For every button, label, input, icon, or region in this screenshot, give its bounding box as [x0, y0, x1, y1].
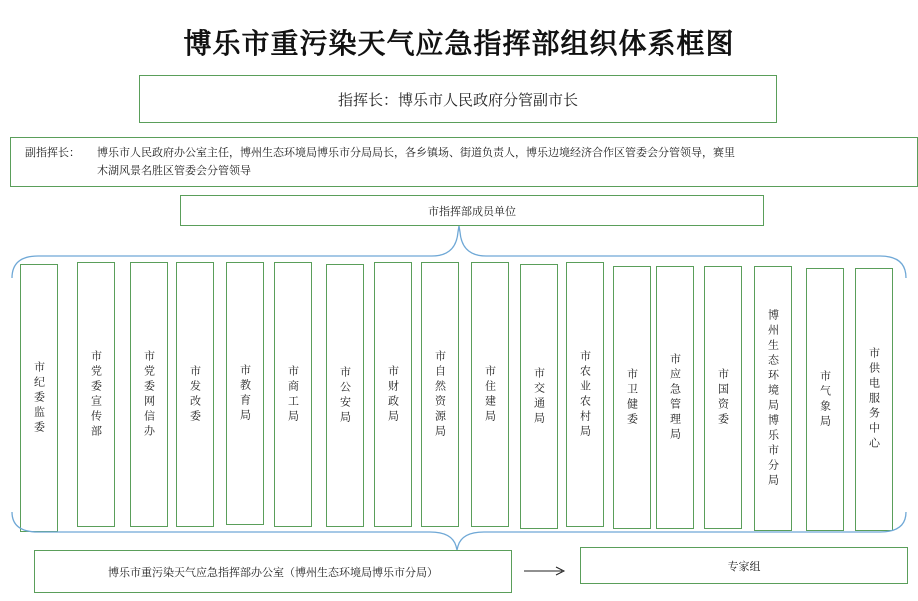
expert-group-text: 专家组 — [727, 559, 761, 573]
unit-box-commerce-industry — [274, 262, 312, 527]
unit-box-housing-construction — [471, 262, 509, 527]
unit-label: 市财政局 — [386, 364, 400, 425]
unit-box-meteorology — [806, 268, 844, 531]
unit-label: 市气象局 — [818, 369, 832, 430]
unit-box-natural-resources — [421, 262, 459, 527]
diagram-title: 博乐市重污染天气应急指挥部组织体系框图 — [183, 27, 735, 60]
expert-group-box — [580, 547, 908, 584]
unit-box-development-reform — [176, 262, 214, 527]
unit-label: 市应急管理局 — [668, 352, 682, 443]
deputy-line-1 — [25, 144, 909, 162]
unit-label: 市公安局 — [338, 365, 352, 426]
unit-box-public-security — [326, 264, 364, 527]
member-units-title: 市指挥部成员单位 — [428, 204, 516, 218]
unit-label: 市卫健委 — [625, 367, 639, 428]
unit-label: 市党委宣传部 — [89, 349, 103, 440]
command-office-text: 博乐市重污染天气应急指挥部办公室（博州生态环境局博乐市分局） — [108, 565, 438, 579]
deputy-commander-box — [10, 137, 918, 187]
unit-box-transportation — [520, 264, 558, 529]
arrow-head — [556, 567, 564, 575]
unit-box-agriculture-rural — [566, 262, 604, 527]
unit-label: 市自然资源局 — [433, 349, 447, 440]
unit-label: 市农业农村局 — [578, 349, 592, 440]
unit-label: 市商工局 — [286, 364, 300, 425]
deputy-text-1: 博乐市人民政府办公室主任，博州生态环境局博乐市分局局长，各乡镇场、街道负责人，博乐边境经济合作区管委会分管领导，赛里 — [97, 146, 735, 159]
unit-box-health — [613, 266, 651, 529]
unit-label: 市党委网信办 — [142, 349, 156, 440]
member-units-title-box — [180, 195, 764, 226]
unit-box-education — [226, 262, 264, 525]
commander-text: 指挥长：博乐市人民政府分管副市长 — [337, 90, 578, 109]
unit-box-publicity-department — [77, 262, 115, 527]
unit-box-power-supply-center — [855, 268, 893, 531]
unit-label: 市供电服务中心 — [867, 347, 881, 452]
unit-box-state-assets — [704, 266, 742, 529]
unit-box-finance — [374, 262, 412, 527]
unit-label: 市交通局 — [532, 366, 546, 427]
unit-label: 博州生态环境局博乐市分局 — [766, 308, 780, 489]
deputy-label: 副指挥长： — [25, 146, 80, 159]
unit-label: 市教育局 — [238, 363, 252, 424]
deputy-text-2: 木湖风景名胜区管委会分管领导 — [97, 164, 251, 177]
unit-box-ecology-environment-bureau — [754, 266, 792, 531]
unit-label: 市住建局 — [483, 364, 497, 425]
unit-label: 市国资委 — [716, 367, 730, 428]
unit-box-cyberspace-office — [130, 262, 168, 527]
commander-box — [139, 75, 777, 123]
unit-box-discipline-commission — [20, 264, 58, 532]
unit-label: 市纪委监委 — [32, 360, 46, 436]
unit-label: 市发改委 — [188, 364, 202, 425]
unit-box-emergency-management — [656, 266, 694, 529]
command-office-box — [34, 550, 512, 593]
